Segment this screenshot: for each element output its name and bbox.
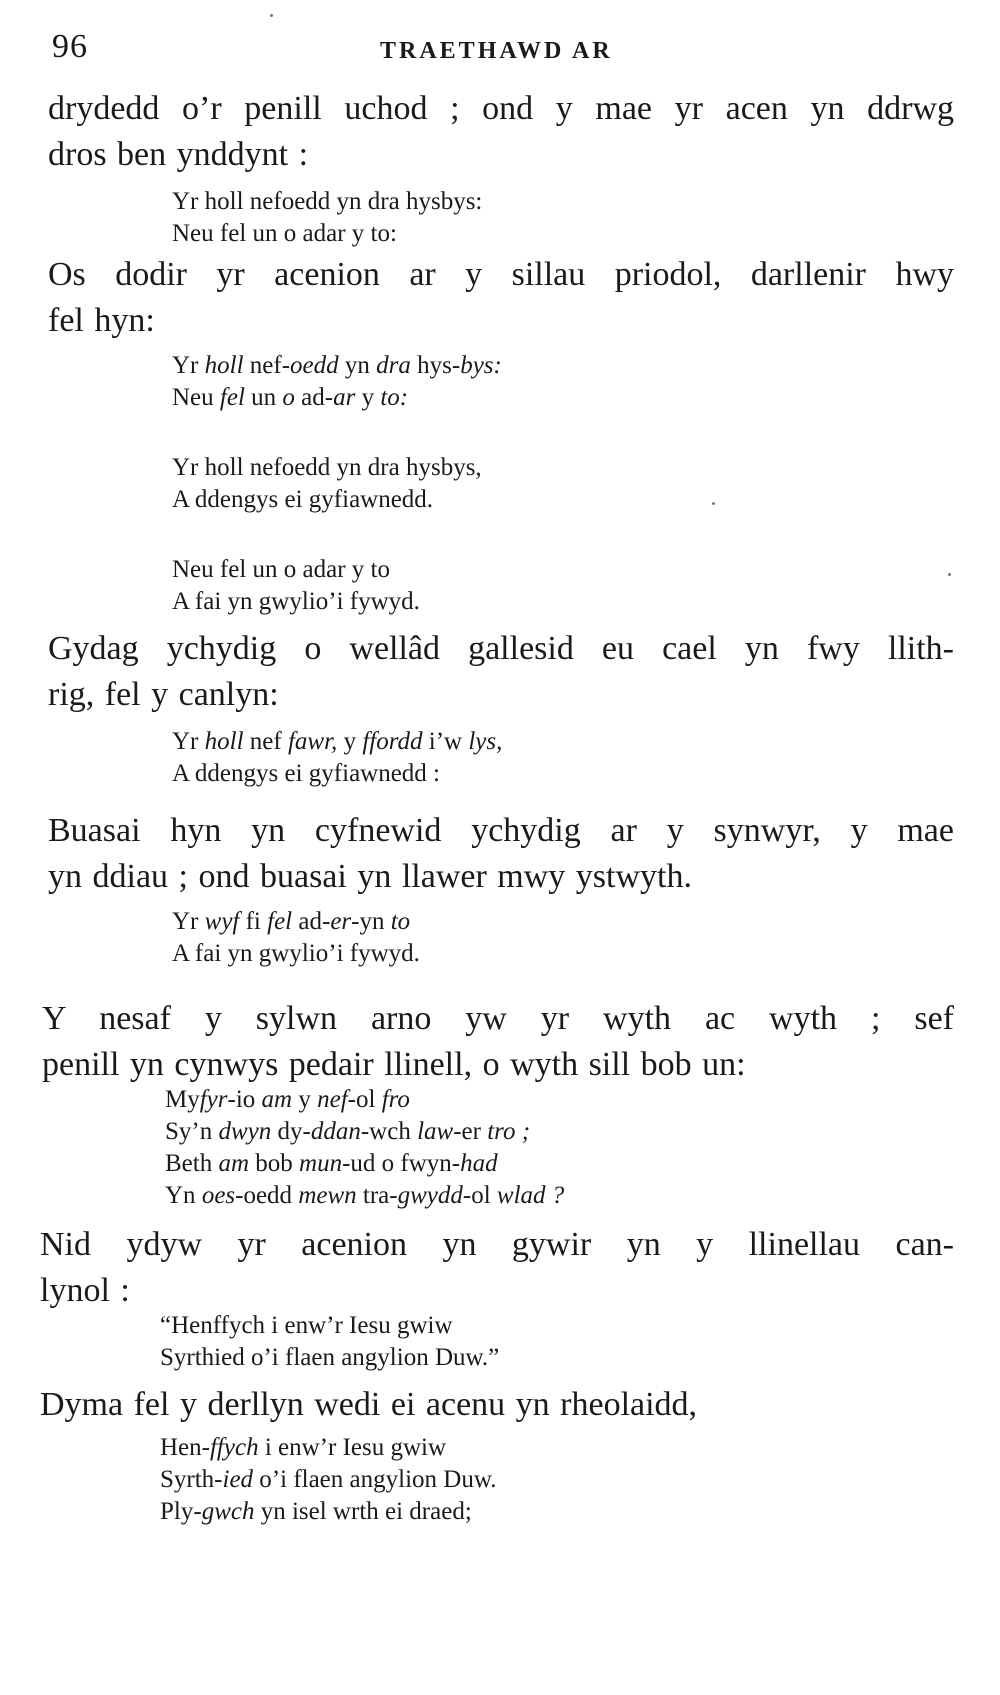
accented-syllable: gwch bbox=[201, 1498, 255, 1525]
text-run: Yr holl nefoedd yn dra hysbys, bbox=[172, 454, 482, 481]
prose-paragraph bbox=[42, 996, 954, 1088]
text-line bbox=[48, 132, 954, 178]
text-run: ad- bbox=[294, 384, 334, 411]
accented-syllable: mun bbox=[299, 1150, 343, 1177]
accented-syllable: had bbox=[460, 1150, 498, 1177]
text-run: A fai yn gwylio’i fywyd. bbox=[172, 588, 420, 615]
text-run: -wch bbox=[360, 1118, 418, 1145]
accented-syllable: wlad ? bbox=[496, 1182, 565, 1209]
accented-syllable: oedd bbox=[290, 352, 339, 379]
text-line bbox=[48, 808, 954, 854]
text-run: penill yn cynwys pedair llinell, o wyth sill bob un: bbox=[42, 1046, 746, 1083]
text-run: -er bbox=[453, 1118, 488, 1145]
verse-quotation bbox=[172, 350, 502, 618]
text-run: Y nesaf y sylwn arno yw yr wyth ac wyth ; sef bbox=[42, 1000, 954, 1037]
accented-syllable: to bbox=[390, 908, 411, 935]
text-run: yn isel wrth ei draed; bbox=[254, 1498, 472, 1525]
text-run: i enw’r Iesu gwiw bbox=[258, 1434, 447, 1461]
text-run: Nid ydyw yr acenion yn gywir yn y llinellau can- bbox=[40, 1226, 954, 1263]
text-line bbox=[48, 298, 954, 344]
verse-line bbox=[172, 554, 502, 586]
verse-line bbox=[160, 1310, 499, 1342]
text-run: y bbox=[292, 1086, 318, 1113]
verse-line bbox=[160, 1496, 497, 1528]
print-speck bbox=[712, 502, 715, 505]
text-run: fi bbox=[239, 908, 268, 935]
prose-paragraph bbox=[48, 626, 954, 718]
accented-syllable: to: bbox=[380, 384, 409, 411]
text-run: Beth bbox=[165, 1150, 219, 1177]
prose-paragraph bbox=[40, 1222, 954, 1314]
text-run: y bbox=[337, 728, 363, 755]
text-run: “Henffych i enw’r Iesu gwiw bbox=[160, 1312, 453, 1339]
text-run: Neu fel un o adar y to: bbox=[172, 220, 397, 247]
text-line bbox=[42, 996, 954, 1042]
text-run: un bbox=[244, 384, 283, 411]
verse-line bbox=[160, 1342, 499, 1374]
verse-line bbox=[165, 1084, 564, 1116]
text-run: -oedd bbox=[235, 1182, 299, 1209]
text-run: Yr bbox=[172, 728, 205, 755]
verse-quotation bbox=[172, 186, 482, 250]
accented-syllable: gwydd bbox=[397, 1182, 463, 1209]
accented-syllable: lys, bbox=[468, 728, 503, 755]
prose-paragraph bbox=[48, 86, 954, 178]
accented-syllable: am bbox=[261, 1086, 293, 1113]
text-run: Yr bbox=[172, 908, 205, 935]
text-run: lynol : bbox=[40, 1272, 130, 1309]
verse-line bbox=[165, 1148, 564, 1180]
accented-syllable: ffordd bbox=[362, 728, 423, 755]
accented-syllable: ar bbox=[333, 384, 356, 411]
text-line bbox=[48, 854, 954, 900]
accented-syllable: bys: bbox=[460, 352, 502, 379]
accented-syllable: fel bbox=[267, 908, 293, 935]
text-run: dy- bbox=[271, 1118, 311, 1145]
verse-line bbox=[172, 484, 502, 516]
text-run: hys- bbox=[410, 352, 461, 379]
stanza-gap bbox=[172, 414, 502, 452]
text-run: Sy’n bbox=[165, 1118, 219, 1145]
accented-syllable: am bbox=[218, 1150, 250, 1177]
text-run: yn ddiau ; ond buasai yn llawer mwy ystwyth. bbox=[48, 858, 692, 895]
print-speck bbox=[270, 14, 273, 17]
accented-syllable: ied bbox=[222, 1466, 254, 1493]
accented-syllable: ffych bbox=[209, 1434, 259, 1461]
accented-syllable: fyr bbox=[199, 1086, 228, 1113]
text-run: i’w bbox=[422, 728, 469, 755]
text-run: Yr holl nefoedd yn dra hysbys: bbox=[172, 188, 483, 215]
text-line bbox=[40, 1268, 954, 1314]
accented-syllable: tro ; bbox=[487, 1118, 531, 1145]
accented-syllable: wyf bbox=[204, 908, 240, 935]
accented-syllable: dwyn bbox=[218, 1118, 272, 1145]
accented-syllable: holl bbox=[204, 352, 244, 379]
verse-line bbox=[172, 350, 502, 382]
accented-syllable: mewn bbox=[298, 1182, 357, 1209]
text-line bbox=[48, 252, 954, 298]
text-run: Yr bbox=[172, 352, 205, 379]
text-run: Syrth- bbox=[160, 1466, 223, 1493]
accented-syllable: fro bbox=[381, 1086, 410, 1113]
verse-line bbox=[160, 1464, 497, 1496]
accented-syllable: er bbox=[330, 908, 352, 935]
text-run: Neu fel un o adar y to bbox=[172, 556, 390, 583]
accented-syllable: ddan bbox=[310, 1118, 361, 1145]
page-number: 96 bbox=[52, 28, 88, 65]
verse-quotation bbox=[172, 726, 502, 790]
verse-line bbox=[165, 1116, 564, 1148]
accented-syllable: nef bbox=[317, 1086, 348, 1113]
text-run: Dyma fel y derllyn wedi ei acenu yn rheolaidd, bbox=[40, 1386, 698, 1423]
text-line bbox=[40, 1382, 954, 1428]
prose-paragraph bbox=[40, 1382, 954, 1428]
text-run: nef bbox=[243, 728, 288, 755]
verse-line bbox=[172, 186, 482, 218]
text-run: drydedd o’r penill uchod ; ond y mae yr acen yn ddrwg bbox=[48, 90, 954, 127]
text-run: ad- bbox=[292, 908, 331, 935]
text-run: Hen- bbox=[160, 1434, 210, 1461]
accented-syllable: holl bbox=[204, 728, 244, 755]
text-run: Ply- bbox=[160, 1498, 202, 1525]
text-run: dros ben ynddynt : bbox=[48, 136, 309, 173]
text-run: -ol bbox=[462, 1182, 497, 1209]
text-run: Buasai hyn yn cyfnewid ychydig ar y synwyr, y mae bbox=[48, 812, 954, 849]
text-run: o’i flaen angylion Duw. bbox=[253, 1466, 497, 1493]
text-run: Gydag ychydig o wellâd gallesid eu cael yn fwy llith- bbox=[48, 630, 954, 667]
verse-quotation bbox=[160, 1310, 499, 1374]
text-run: A ddengys ei gyfiawnedd : bbox=[172, 760, 441, 787]
stanza-gap bbox=[172, 516, 502, 554]
text-run: My bbox=[165, 1086, 200, 1113]
text-run: Neu bbox=[172, 384, 220, 411]
text-run: -io bbox=[227, 1086, 262, 1113]
verse-line bbox=[172, 758, 502, 790]
text-line bbox=[48, 672, 954, 718]
text-run: tra- bbox=[356, 1182, 398, 1209]
verse-line bbox=[172, 906, 420, 938]
verse-quotation bbox=[165, 1084, 564, 1212]
prose-paragraph bbox=[48, 252, 954, 344]
verse-line bbox=[172, 218, 482, 250]
print-speck bbox=[948, 573, 951, 576]
verse-line bbox=[172, 726, 502, 758]
text-line bbox=[48, 626, 954, 672]
accented-syllable: dra bbox=[376, 352, 411, 379]
text-run: -ud o fwyn- bbox=[342, 1150, 461, 1177]
text-line bbox=[48, 86, 954, 132]
text-run: Yn bbox=[165, 1182, 202, 1209]
accented-syllable: fel bbox=[219, 384, 245, 411]
text-run: rig, fel y canlyn: bbox=[48, 676, 279, 713]
text-run: A ddengys ei gyfiawnedd. bbox=[172, 486, 434, 513]
verse-line bbox=[172, 586, 502, 618]
verse-quotation bbox=[172, 906, 420, 970]
text-run: nef- bbox=[243, 352, 291, 379]
text-run: Os dodir yr acenion ar y sillau priodol, darllenir hwy bbox=[48, 256, 954, 293]
verse-line bbox=[172, 382, 502, 414]
verse-line bbox=[172, 938, 420, 970]
verse-quotation bbox=[160, 1432, 497, 1528]
accented-syllable: law bbox=[417, 1118, 454, 1145]
verse-line bbox=[160, 1432, 497, 1464]
prose-paragraph bbox=[48, 808, 954, 900]
text-run: -yn bbox=[351, 908, 391, 935]
accented-syllable: fawr, bbox=[287, 728, 338, 755]
accented-syllable: oes bbox=[201, 1182, 236, 1209]
text-run: Syrthied o’i flaen angylion Duw.” bbox=[160, 1344, 500, 1371]
verse-line bbox=[172, 452, 502, 484]
accented-syllable: o bbox=[282, 384, 295, 411]
text-run: fel hyn: bbox=[48, 302, 155, 339]
running-head: TRAETHAWD AR bbox=[380, 38, 613, 64]
text-run: y bbox=[355, 384, 381, 411]
text-run: bob bbox=[249, 1150, 300, 1177]
text-run: -ol bbox=[347, 1086, 382, 1113]
verse-line bbox=[165, 1180, 564, 1212]
text-line bbox=[42, 1042, 954, 1088]
text-run: A fai yn gwylio’i fywyd. bbox=[172, 940, 420, 967]
text-line bbox=[40, 1222, 954, 1268]
text-run: yn bbox=[338, 352, 377, 379]
